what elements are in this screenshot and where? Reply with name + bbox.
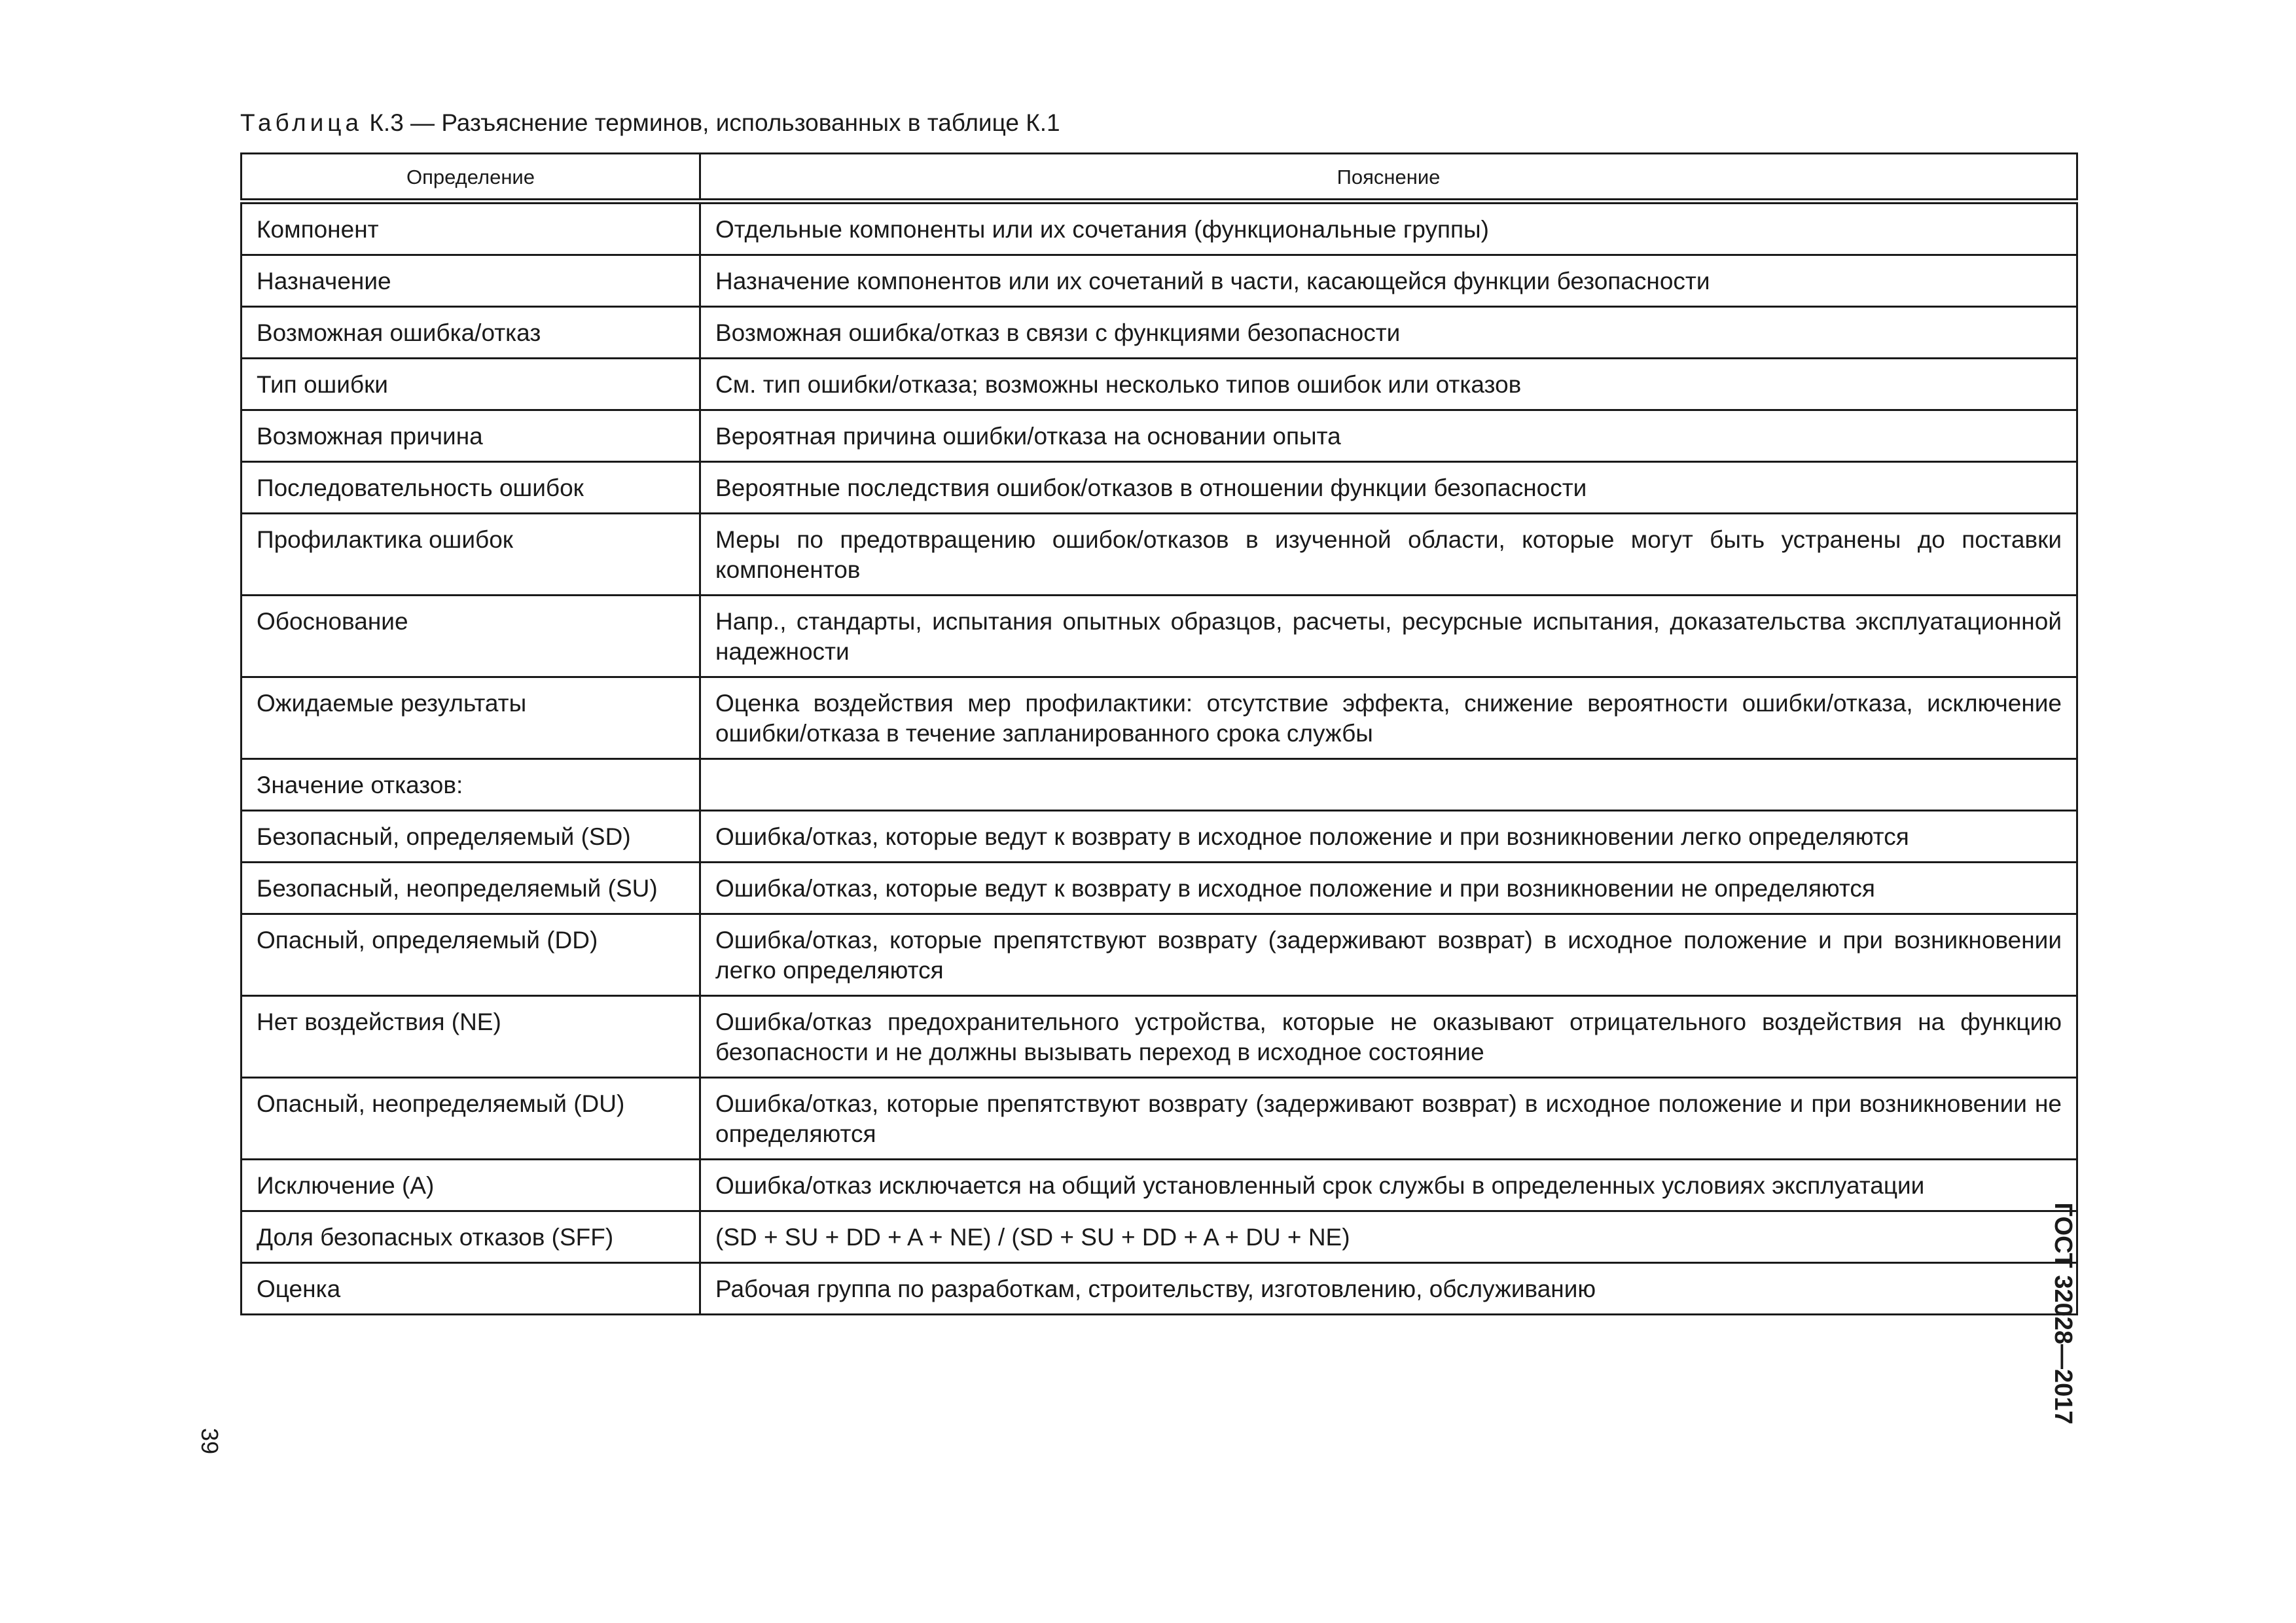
- table-row: [242, 410, 2077, 462]
- term-cell: Тип ошибки: [242, 359, 700, 410]
- term-cell: Возможная ошибка/отказ: [242, 307, 700, 359]
- explanation-cell: См. тип ошибки/отказа; возможны несколько типов ошибок или отказов: [700, 359, 2077, 410]
- term-cell: Обоснование: [242, 596, 700, 677]
- explanation-cell: Назначение компонентов или их сочетаний в части, касающейся функции безопасности: [700, 255, 2077, 307]
- term-cell: Возможная причина: [242, 410, 700, 462]
- term-cell: Профилактика ошибок: [242, 514, 700, 596]
- table-caption: [240, 109, 1060, 137]
- term-cell: Опасный, неопределяемый (DU): [242, 1078, 700, 1160]
- caption-prefix: Таблица: [240, 109, 363, 136]
- term-cell: Назначение: [242, 255, 700, 307]
- explanation-cell: Ошибка/отказ исключается на общий установленный срок службы в определенных условиях эксплуатации: [700, 1160, 2077, 1211]
- explanation-cell: [700, 759, 2077, 811]
- header-definition: Определение: [242, 154, 700, 202]
- explanation-cell: Вероятные последствия ошибок/отказов в отношении функции безопасности: [700, 462, 2077, 514]
- table-row: [242, 1160, 2077, 1211]
- page-number: 39: [196, 1427, 224, 1455]
- explanation-cell: Ошибка/отказ, которые ведут к возврату в исходное положение и при возникновении легко определяются: [700, 811, 2077, 863]
- explanation-cell: Рабочая группа по разработкам, строительству, изготовлению, обслуживанию: [700, 1263, 2077, 1315]
- table-row: [242, 514, 2077, 596]
- explanation-cell: (SD + SU + DD + A + NE) / (SD + SU + DD + A + DU + NE): [700, 1211, 2077, 1263]
- term-cell: Опасный, определяемый (DD): [242, 914, 700, 996]
- term-cell: Оценка: [242, 1263, 700, 1315]
- table-row: [242, 677, 2077, 759]
- explanation-cell: Возможная ошибка/отказ в связи с функциями безопасности: [700, 307, 2077, 359]
- term-cell: Доля безопасных отказов (SFF): [242, 1211, 700, 1263]
- table-row: [242, 202, 2077, 255]
- term-cell: Безопасный, определяемый (SD): [242, 811, 700, 863]
- explanation-cell: Вероятная причина ошибки/отказа на основании опыта: [700, 410, 2077, 462]
- explanation-cell: Ошибка/отказ, которые препятствуют возврату (задерживают возврат) в исходное положение и при возникновении не определяются: [700, 1078, 2077, 1160]
- term-cell: Компонент: [242, 202, 700, 255]
- table-row: [242, 1263, 2077, 1315]
- explanation-cell: Меры по предотвращению ошибок/отказов в изученной области, которые могут быть устранены до поставки компонентов: [700, 514, 2077, 596]
- term-cell: Значение отказов:: [242, 759, 700, 811]
- table-row: [242, 462, 2077, 514]
- table-row: [242, 914, 2077, 996]
- caption-text: К.3 — Разъяснение терминов, использованных в таблице К.1: [363, 109, 1060, 136]
- explanation-cell: Отдельные компоненты или их сочетания (функциональные группы): [700, 202, 2077, 255]
- document-code: ГОСТ 32028—2017: [2049, 1202, 2077, 1425]
- table-row: [242, 759, 2077, 811]
- explanation-cell: Ошибка/отказ предохранительного устройства, которые не оказывают отрицательного воздействия на функцию безопасности и не должны вызывать переход в исходное состояние: [700, 996, 2077, 1078]
- explanation-cell: Оценка воздействия мер профилактики: отсутствие эффекта, снижение вероятности ошибки/отказа, исключение ошибки/отказа в течение запланированного срока службы: [700, 677, 2077, 759]
- header-explanation: Пояснение: [700, 154, 2077, 202]
- term-cell: Ожидаемые результаты: [242, 677, 700, 759]
- table-row: [242, 596, 2077, 677]
- terms-table: [240, 152, 2078, 1315]
- table-row: [242, 863, 2077, 914]
- term-cell: Безопасный, неопределяемый (SU): [242, 863, 700, 914]
- term-cell: Исключение (A): [242, 1160, 700, 1211]
- explanation-cell: Напр., стандарты, испытания опытных образцов, расчеты, ресурсные испытания, доказательства эксплуатационной надежности: [700, 596, 2077, 677]
- header-row: [242, 154, 2077, 202]
- table-row: [242, 1211, 2077, 1263]
- table-row: [242, 359, 2077, 410]
- table-row: [242, 996, 2077, 1078]
- term-cell: Последовательность ошибок: [242, 462, 700, 514]
- explanation-cell: Ошибка/отказ, которые препятствуют возврату (задерживают возврат) в исходное положение и при возникновении легко определяются: [700, 914, 2077, 996]
- table-row: [242, 811, 2077, 863]
- table-row: [242, 1078, 2077, 1160]
- table-row: [242, 307, 2077, 359]
- explanation-cell: Ошибка/отказ, которые ведут к возврату в исходное положение и при возникновении не определяются: [700, 863, 2077, 914]
- term-cell: Нет воздействия (NE): [242, 996, 700, 1078]
- table-row: [242, 255, 2077, 307]
